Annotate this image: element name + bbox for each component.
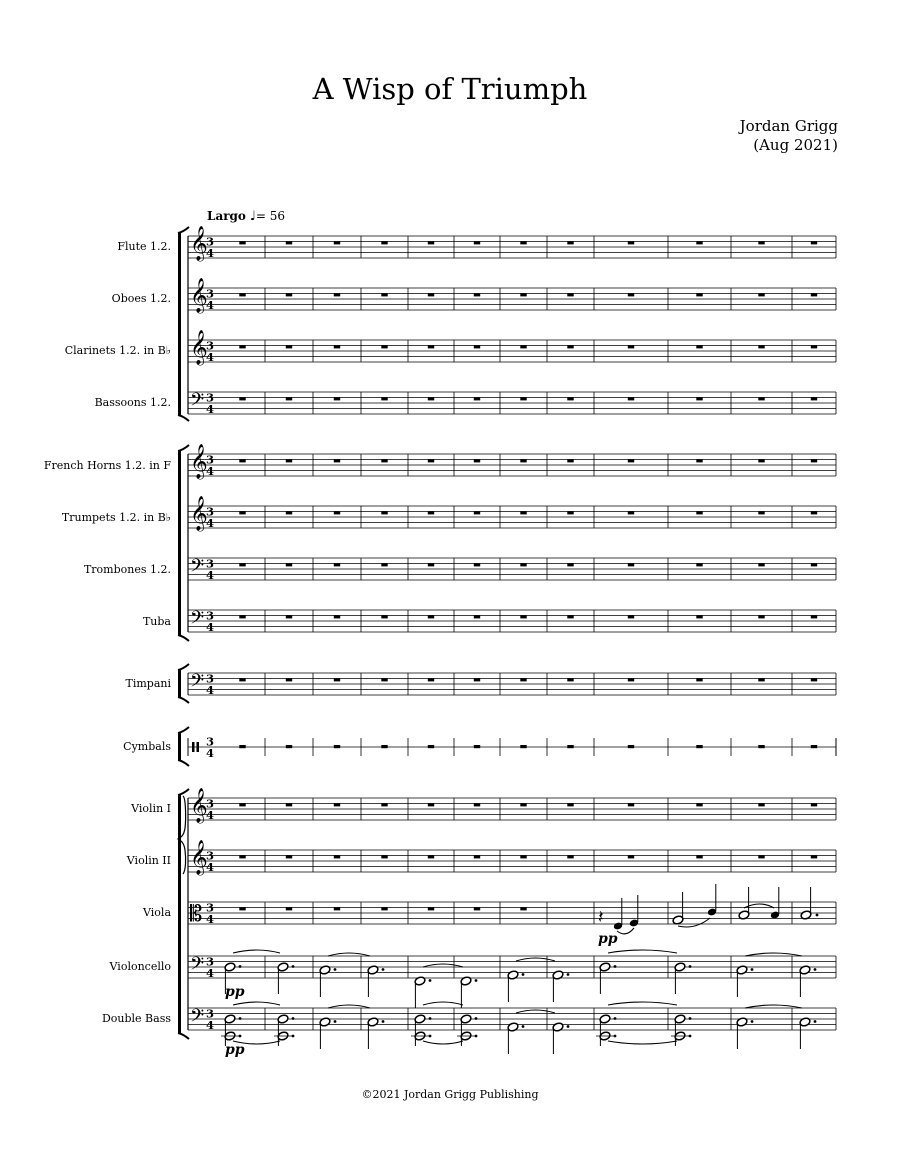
whole-rest [474,345,480,348]
whole-rest [334,615,340,618]
whole-rest [696,803,702,806]
tie [233,950,280,953]
whole-rest [381,803,387,806]
whole-rest [474,511,480,514]
whole-rest [428,511,434,514]
whole-rest [811,511,817,514]
tie [423,964,463,967]
whole-rest [239,511,245,514]
staff-label-trombones: Trombones 1.2. [83,563,171,576]
treble-clef-icon: 𝄞 [190,788,208,823]
composition-date: (Aug 2021) [753,136,838,154]
time-signature-numerator: 3 [206,954,215,969]
viola-dynamic: pp [598,931,618,947]
whole-rest [520,241,526,244]
whole-rest [428,345,434,348]
tie [328,953,370,956]
whole-rest [428,907,434,910]
whole-rest [381,615,387,618]
whole-rest [567,803,573,806]
whole-rest [520,563,526,566]
staff-label-violoncello: Violoncello [109,960,171,973]
whole-rest [811,745,817,748]
time-signature-denominator: 4 [206,808,215,822]
time-signature-numerator: 3 [206,608,215,623]
time-signature-numerator: 3 [206,234,215,249]
whole-rest [628,745,634,748]
viola-quarter-rest: 𝄽 [598,907,604,928]
tie [608,1002,677,1005]
treble-clef-icon: 𝄞 [190,444,208,479]
tie [328,1005,370,1008]
whole-rest [381,345,387,348]
time-signature-denominator: 4 [206,402,215,416]
whole-rest [474,563,480,566]
bass-clef-icon: 𝄢 [190,954,205,979]
whole-rest [381,459,387,462]
whole-rest [474,745,480,748]
staff-3 [188,330,836,366]
group-bracket [178,451,181,635]
staff-label-double-bass: Double Bass [101,1012,171,1025]
whole-rest [628,511,634,514]
staff-label-flute: Flute 1.2. [117,240,171,253]
whole-rest [628,678,634,681]
whole-rest [811,397,817,400]
staff-label-violin-1: Violin I [131,802,171,815]
whole-rest [239,345,245,348]
time-signature-numerator: 3 [206,734,215,749]
bass-clef-icon: 𝄢 [190,608,205,633]
whole-rest [381,241,387,244]
whole-rest [520,855,526,858]
tie [233,1002,280,1005]
whole-rest [239,745,245,748]
whole-rest [628,459,634,462]
staff-9 [188,671,836,697]
whole-rest [520,907,526,910]
time-signature-numerator: 3 [206,338,215,353]
staff-11 [188,788,836,824]
whole-rest [696,397,702,400]
staff-13 [188,901,836,928]
whole-rest [474,907,480,910]
staff-label-tuba: Tuba [142,615,171,628]
whole-rest [428,678,434,681]
whole-rest [474,397,480,400]
group-bracket [178,795,181,1033]
whole-rest [428,241,434,244]
whole-rest [758,615,764,618]
whole-rest [239,803,245,806]
whole-rest [520,803,526,806]
whole-rest [381,855,387,858]
tempo-bpm: = 56 [255,209,286,223]
whole-rest [381,745,387,748]
whole-rest [811,293,817,296]
group-bracket [178,733,181,760]
percussion-clef [192,742,195,752]
whole-rest [334,241,340,244]
whole-rest [428,803,434,806]
whole-rest [628,345,634,348]
treble-clef-icon: 𝄞 [190,496,208,531]
group-bracket [178,670,181,697]
whole-rest [381,511,387,514]
whole-rest [381,678,387,681]
whole-rest [239,397,245,400]
whole-rest [628,615,634,618]
whole-rest [334,855,340,858]
time-signature-numerator: 3 [206,1006,215,1021]
time-signature-denominator: 4 [206,298,215,312]
whole-rest [239,459,245,462]
whole-rest [381,907,387,910]
whole-rest [628,563,634,566]
whole-rest [428,397,434,400]
whole-rest [811,855,817,858]
score-title: A Wisp of Triumph [312,72,588,106]
whole-rest [334,345,340,348]
time-signature-numerator: 3 [206,900,215,915]
staff-label-oboes: Oboes 1.2. [111,292,171,305]
time-signature-denominator: 4 [206,860,215,874]
tie [745,953,802,956]
time-signature-numerator: 3 [206,556,215,571]
whole-rest [811,563,817,566]
whole-rest [334,907,340,910]
whole-rest [758,511,764,514]
whole-rest [334,803,340,806]
whole-rest [239,855,245,858]
whole-rest [474,615,480,618]
whole-rest [334,745,340,748]
time-signature-numerator: 3 [206,848,215,863]
whole-rest [567,397,573,400]
whole-rest [628,855,634,858]
treble-clef-icon: 𝄞 [190,278,208,313]
whole-rest [567,345,573,348]
whole-rest [239,563,245,566]
whole-rest [286,459,292,462]
whole-rest [567,615,573,618]
whole-rest [758,397,764,400]
whole-rest [811,803,817,806]
whole-rest [811,345,817,348]
whole-rest [334,511,340,514]
whole-rest [286,345,292,348]
whole-rest [474,678,480,681]
whole-rest [758,459,764,462]
whole-rest [286,907,292,910]
whole-rest [758,745,764,748]
whole-rest [696,293,702,296]
whole-rest [428,293,434,296]
whole-rest [474,459,480,462]
treble-clef-icon: 𝄞 [190,840,208,875]
staff-label-clarinets: Clarinets 1.2. in B♭ [64,344,171,357]
whole-rest [758,345,764,348]
whole-rest [334,563,340,566]
whole-rest [334,678,340,681]
whole-rest [696,615,702,618]
whole-rest [520,397,526,400]
quarter-note-symbol: ♩ [249,209,256,224]
whole-rest [567,745,573,748]
time-signature-denominator: 4 [206,620,215,634]
tie [423,1002,463,1005]
whole-rest [811,241,817,244]
time-signature-numerator: 3 [206,796,215,811]
time-signature-denominator: 4 [206,246,215,260]
whole-rest [696,563,702,566]
staff-8 [188,608,836,634]
tie [516,958,555,961]
treble-clef-icon: 𝄞 [190,330,208,365]
tie [516,1010,555,1013]
whole-rest [696,855,702,858]
time-signature-numerator: 3 [206,286,215,301]
whole-rest [520,293,526,296]
whole-rest [696,745,702,748]
time-signature-denominator: 4 [206,912,215,926]
staff-label-violin-2: Violin II [126,854,171,867]
whole-rest [811,678,817,681]
whole-rest [696,241,702,244]
whole-rest [567,459,573,462]
whole-rest [286,803,292,806]
whole-rest [286,511,292,514]
composer-name: Jordan Grigg [739,117,838,135]
alto-clef-icon: 𝄡 [190,902,203,927]
whole-rest [286,678,292,681]
whole-rest [628,397,634,400]
time-signature-denominator: 4 [206,350,215,364]
whole-rest [520,345,526,348]
staff-2 [188,278,836,314]
whole-rest [758,678,764,681]
tempo-text: Largo [207,209,246,223]
whole-rest [334,293,340,296]
staff-4 [188,390,836,416]
staff-1 [188,226,836,262]
treble-clef-icon: 𝄞 [190,226,208,261]
whole-rest [474,803,480,806]
whole-rest [428,855,434,858]
whole-rest [474,855,480,858]
whole-rest [758,563,764,566]
whole-rest [239,615,245,618]
bass-clef-icon: 𝄢 [190,390,205,415]
whole-rest [758,855,764,858]
tie [745,1005,802,1008]
whole-rest [567,241,573,244]
whole-rest [520,745,526,748]
whole-rest [628,803,634,806]
whole-rest [758,803,764,806]
staff-12 [188,840,836,876]
whole-rest [286,855,292,858]
time-signature-numerator: 3 [206,390,215,405]
whole-rest [628,293,634,296]
whole-rest [474,293,480,296]
staff-label-cymbals: Cymbals [123,740,171,753]
bass-clef-icon: 𝄢 [190,1006,205,1031]
whole-rest [696,511,702,514]
whole-rest [334,397,340,400]
staff-7 [188,556,836,582]
whole-rest [286,397,292,400]
whole-rest [428,459,434,462]
whole-rest [286,293,292,296]
whole-rest [520,459,526,462]
whole-rest [811,615,817,618]
whole-rest [811,459,817,462]
whole-rest [286,241,292,244]
staff-5 [188,444,836,480]
whole-rest [696,459,702,462]
whole-rest [239,293,245,296]
tie [608,950,677,953]
staff-label-timpani: Timpani [125,677,171,690]
staff-10 [188,735,836,761]
string-notes [598,884,818,934]
time-signature-numerator: 3 [206,671,215,686]
whole-rest [286,563,292,566]
staff-label-trumpets: Trumpets 1.2. in B♭ [61,511,171,524]
whole-rest [520,615,526,618]
staff-6 [188,496,836,532]
group-bracket [178,233,181,415]
time-signature-denominator: 4 [206,464,215,478]
whole-rest [428,615,434,618]
whole-rest [567,678,573,681]
bass-clef-icon: 𝄢 [190,556,205,581]
whole-rest [520,511,526,514]
time-signature-numerator: 3 [206,452,215,467]
whole-rest [520,678,526,681]
whole-rest [567,511,573,514]
whole-rest [567,855,573,858]
time-signature-denominator: 4 [206,1018,215,1032]
time-signature-denominator: 4 [206,746,215,760]
bass-clef-icon: 𝄢 [190,671,205,696]
whole-rest [286,615,292,618]
whole-rest [567,563,573,566]
time-signature-numerator: 3 [206,504,215,519]
whole-rest [334,459,340,462]
whole-rest [239,907,245,910]
whole-rest [286,745,292,748]
whole-rest [628,241,634,244]
copyright-footer: ©2021 Jordan Grigg Publishing [361,1088,539,1101]
time-signature-denominator: 4 [206,683,215,697]
time-signature-denominator: 4 [206,516,215,530]
whole-rest [239,241,245,244]
whole-rest [474,241,480,244]
time-signature-denominator: 4 [206,568,215,582]
whole-rest [381,293,387,296]
violoncello-dynamic: pp [225,984,245,1000]
double-bass-dynamic: pp [225,1042,245,1058]
whole-rest [567,293,573,296]
whole-rest [428,563,434,566]
whole-rest [428,745,434,748]
whole-rest [239,678,245,681]
whole-rest [381,563,387,566]
whole-rest [381,397,387,400]
whole-rest [696,678,702,681]
whole-rest [758,241,764,244]
tie [608,1041,677,1044]
whole-rest [696,345,702,348]
staff-label-viola: Viola [143,906,171,919]
tie [423,1041,463,1044]
time-signature-denominator: 4 [206,966,215,980]
staff-label-french-horns: French Horns 1.2. in F [43,459,171,472]
whole-rest [758,293,764,296]
staff-label-bassoons: Bassoons 1.2. [94,396,171,409]
